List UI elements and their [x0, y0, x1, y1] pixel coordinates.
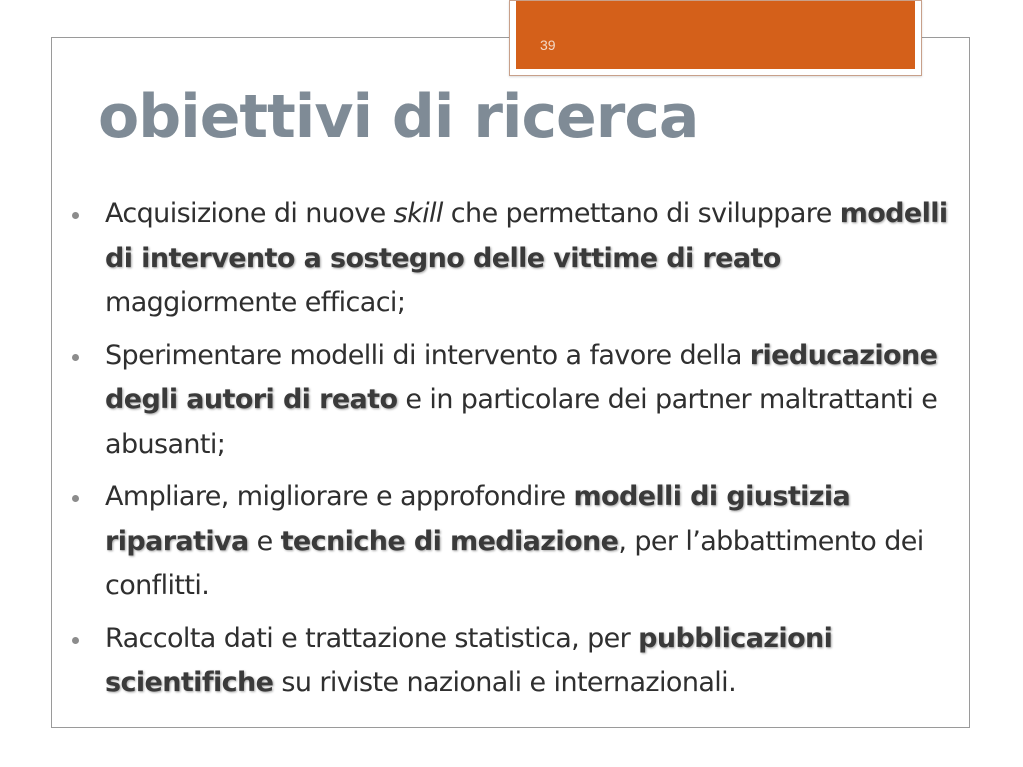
bullet-segment: che permettano di sviluppare [442, 198, 840, 229]
bullet-item [70, 617, 950, 706]
bullet-dot [72, 637, 79, 644]
bullet-segment-bold: modelli di intervento a sostegno delle vittime di reato [105, 198, 948, 274]
bullet-segment: Sperimentare modelli di intervento a favore della [105, 339, 750, 371]
bullet-segment-bold: pubblicazioni scientifiche [105, 622, 833, 698]
bullet-dot [72, 495, 79, 502]
bullet-segment: su riviste nazionali e internazionali. [273, 667, 737, 698]
page-number: 39 [540, 37, 556, 53]
bullet-segment-italic: skill [393, 198, 443, 229]
bullet-segment: Raccolta dati e trattazione statistica, per [105, 622, 639, 654]
bullet-item [70, 192, 950, 326]
bullet-dot [72, 212, 79, 219]
page-number-tab [509, 0, 922, 76]
bullet-item [70, 475, 950, 609]
bullet-text [105, 340, 937, 460]
bullet-segment-bold: tecniche di mediazione [280, 525, 619, 557]
bullet-segment-bold: rieducazione degli autori di reato [105, 339, 938, 415]
bullet-segment: , per l’abbattimento dei conflitti. [105, 525, 924, 601]
bullet-dot [72, 354, 79, 361]
bullet-segment: maggiormente efficaci; [105, 287, 406, 318]
bullet-text [105, 198, 948, 318]
slide-title: obiettivi di ricerca [98, 82, 699, 152]
bullet-list [70, 192, 950, 714]
page-number-tab-fill [516, 1, 915, 69]
bullet-item [70, 334, 950, 468]
bullet-segment: Acquisizione di nuove [105, 198, 394, 229]
bullet-segment: e in particolare dei partner maltrattanti e abusanti; [105, 384, 938, 460]
bullet-text [105, 623, 832, 699]
bullet-text [105, 481, 924, 601]
bullet-segment-bold: modelli di giustizia riparativa [105, 481, 851, 557]
bullet-segment: Ampliare, migliorare e approfondire [105, 481, 574, 512]
bullet-segment: e [248, 525, 281, 557]
